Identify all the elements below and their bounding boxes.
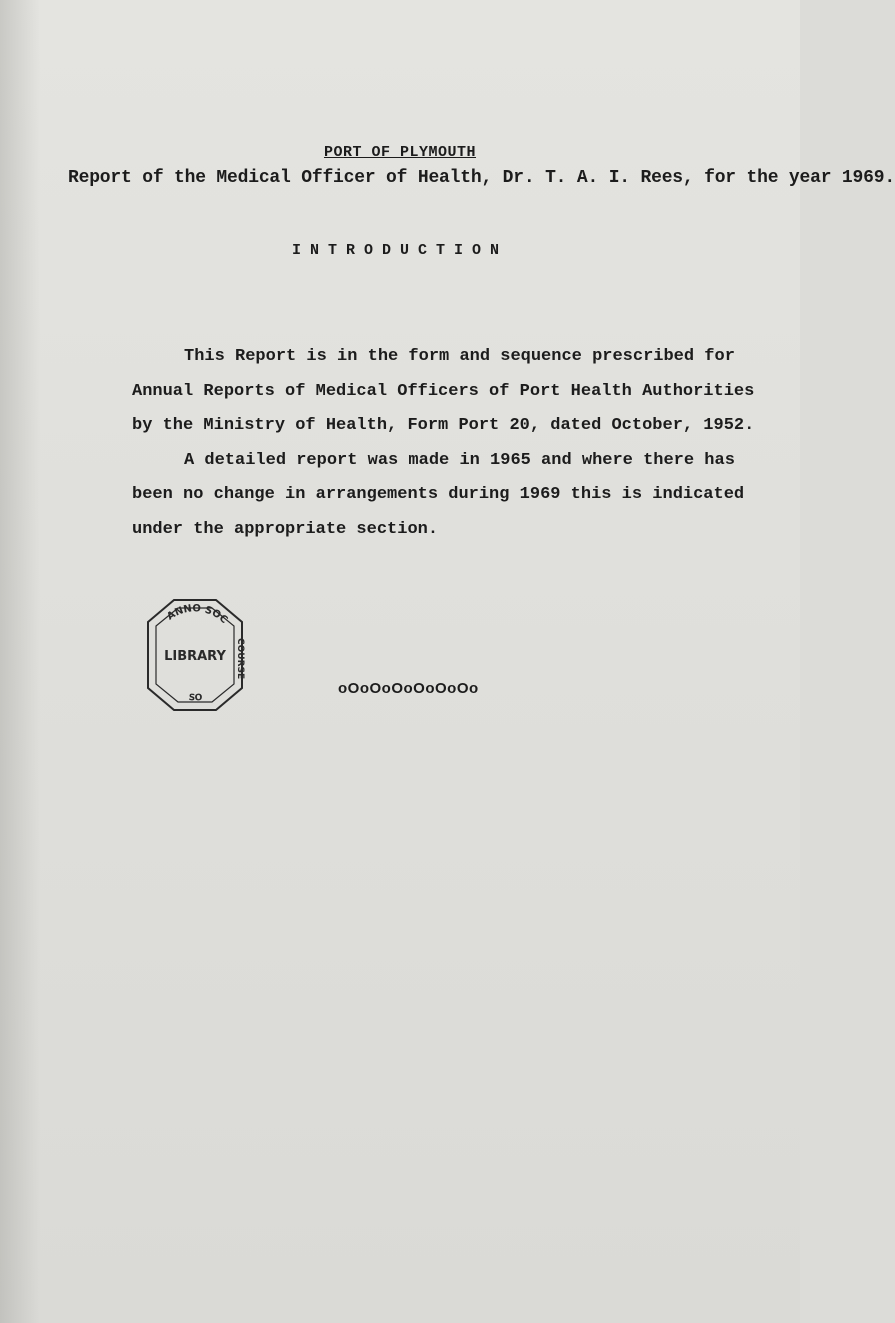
paragraph-line: This Report is in the form and sequence prescribed for — [184, 347, 735, 366]
library-stamp — [132, 592, 258, 718]
stamp-right-text: COURSE — [235, 638, 245, 680]
page-edge-shadow — [0, 0, 40, 1323]
stamp-top-text: ANNO SOC — [165, 603, 230, 626]
section-divider: oOoOoOoOoOoOo — [338, 680, 479, 697]
document-subtitle: Report of the Medical Officer of Health, Dr. T. A. I. Rees, for the year 1969. — [68, 168, 895, 188]
introduction-paragraph — [132, 340, 772, 547]
paragraph-line: Annual Reports of Medical Officers of Port Health Authorities — [132, 381, 755, 401]
paragraph-line: been no change in arrangements during 1969 this is indicated — [132, 485, 745, 504]
paragraph-line: by the Ministry of Health, Form Port 20, dated October, 1952. — [132, 416, 755, 435]
section-heading: INTRODUCTION — [291, 242, 509, 259]
stamp-bottom-text: SO — [188, 692, 203, 704]
svg-text:SO — [188, 693, 203, 704]
paragraph-line: A detailed report was made in 1965 and where there has — [184, 450, 735, 470]
svg-text:ANNO SOC — [165, 603, 229, 626]
stamp-center-text: LIBRARY — [164, 649, 226, 664]
paragraph-line: under the appropriate section. — [132, 519, 439, 539]
document-title: PORT OF PLYMOUTH — [323, 144, 477, 161]
